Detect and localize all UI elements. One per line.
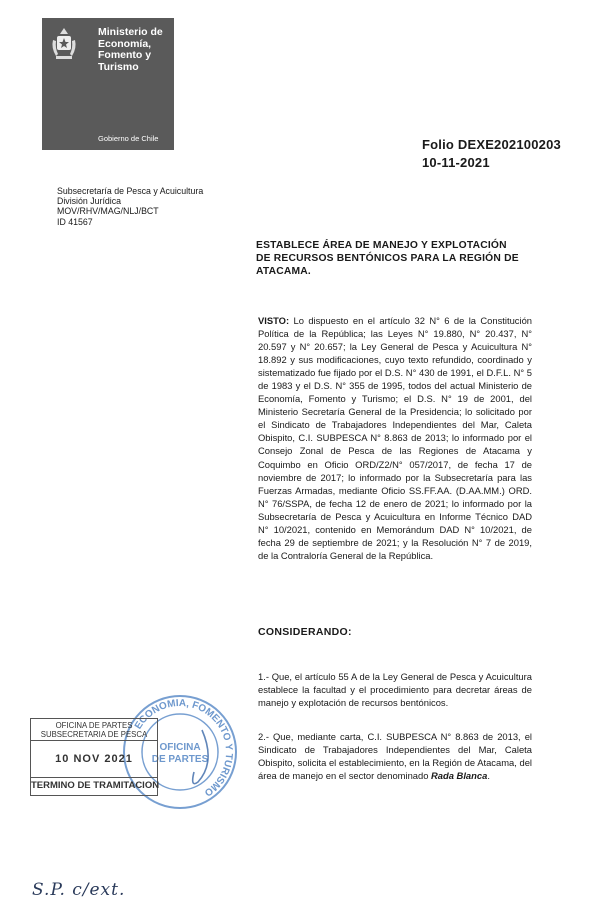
stamp-footer: TERMINO DE TRAMITACION <box>31 777 157 791</box>
gobierno-label: Gobierno de Chile <box>98 134 159 143</box>
folio-date: 10-11-2021 <box>422 155 490 170</box>
ministry-name-line: Economía, <box>98 37 152 50</box>
considerando-item-2-end: . <box>487 770 490 782</box>
stamp-header-line: SUBSECRETARIA DE PESCA <box>40 730 148 739</box>
round-stamp-ring-text: ECONOMIA, FOMENTO Y TURISMO <box>132 697 235 799</box>
visto-text: Lo dispuesto en el artículo 32 N° 6 de la Constitución Política de la República; las Leyes N° 19.880, N° 20.437, N° 20.597 y N° 20.657; la Ley General de Pesca y Acuicultura N° 18.892 y sus modificaciones, cuyo texto refundido, coordinado y sistematizado fue fijado por el D.S. N° 430 de 1991, el D.F.L. N° 5 de 1983 y el D.S. N° 355 de 1995, todos del actual Ministerio de Economía, Fomento y Turismo; el D.S. N° 19 de 2001, del Ministerio Secretaría General de la Presidencia; lo solicitado por el Sindicato de Trabajadores Independientes del Mar, Caleta Obispito, C.I. SUBPESCA N° 8.863 de 2013; lo informado por el Consejo Zonal de Pesca de las Regiones de Atacama y Coquimbo en Oficio ORD/Z2/N° 057/2017, de fecha 17 de noviembre de 2017; lo informado por la Subsecretaría para las Fuerzas Armadas, mediante Oficio SS.FF.AA. (D.AA.MM.) ORD. N° 76/SSPA, de fecha 12 de enero de 2021; lo informado por la Subsecretaría de Pesca y Acuicultura en Informe Técnico DAD N° 10/2021, contenido en Memorándum DAD N° 10/2021, de fecha 29 de septiembre de 2021; y la Resolución N° 7 de 2019, de la Contraloría General de la República. <box>258 315 532 561</box>
considerando-item-1: 1.- Que, el artículo 55 A de la Ley General de Pesca y Acuicultura establece la facultad y el procedimiento para decretar áreas de manejo y explotación de recursos bentónicos. <box>258 671 532 709</box>
round-stamp-center-line: DE PARTES <box>151 754 209 765</box>
considerando-item-2 <box>258 730 532 782</box>
title-line: ESTABLECE ÁREA DE MANEJO Y EXPLOTACIÓN <box>256 240 507 251</box>
visto-label: VISTO: <box>258 315 290 326</box>
round-stamp-center-line: OFICINA <box>159 742 201 753</box>
sender-line: ID 41567 <box>57 216 93 227</box>
stamp-header <box>31 721 157 741</box>
title-line: ATACAMA. <box>256 266 311 277</box>
stamp-date: 10 NOV 2021 <box>55 753 133 765</box>
title-line: DE RECURSOS BENTÓNICOS PARA LA REGIÓN DE <box>256 253 519 264</box>
sender-block <box>57 186 203 227</box>
document-title <box>256 239 536 278</box>
folio-number: Folio DEXE202100203 <box>422 137 561 152</box>
considerando-heading: CONSIDERANDO: <box>258 626 352 638</box>
ministry-name-line: Turismo <box>98 60 139 73</box>
handwritten-note: S.P. c/ext. <box>32 880 126 900</box>
ministry-name-line: Ministerio de <box>98 26 163 38</box>
considerando-item-2-text: 2.- Que, mediante carta, C.I. SUBPESCA N° 8.863 de 2013, el Sindicato de Trabajadores Independientes del Mar, Caleta Obispito, solicita el establecimiento, en la Región de Atacama, del área de manejo en el sector denominado <box>258 731 532 782</box>
chile-coat-of-arms-icon <box>48 26 80 66</box>
folio-block <box>422 136 561 172</box>
sender-line: Subsecretaría de Pesca y Acuicultura <box>57 186 204 196</box>
ministry-name-line: Fomento y <box>98 49 152 61</box>
oficina-partes-stamp <box>30 718 158 796</box>
ministry-logo <box>42 18 174 150</box>
place-name: Rada Blanca <box>431 770 488 782</box>
stamp-header-line: OFICINA DE PARTES <box>55 721 133 730</box>
sender-line: MOV/RHV/MAG/NLJ/BCT <box>57 206 159 217</box>
sender-line: División Jurídica <box>57 196 122 207</box>
visto-paragraph <box>258 314 532 562</box>
ministry-name <box>98 27 163 73</box>
